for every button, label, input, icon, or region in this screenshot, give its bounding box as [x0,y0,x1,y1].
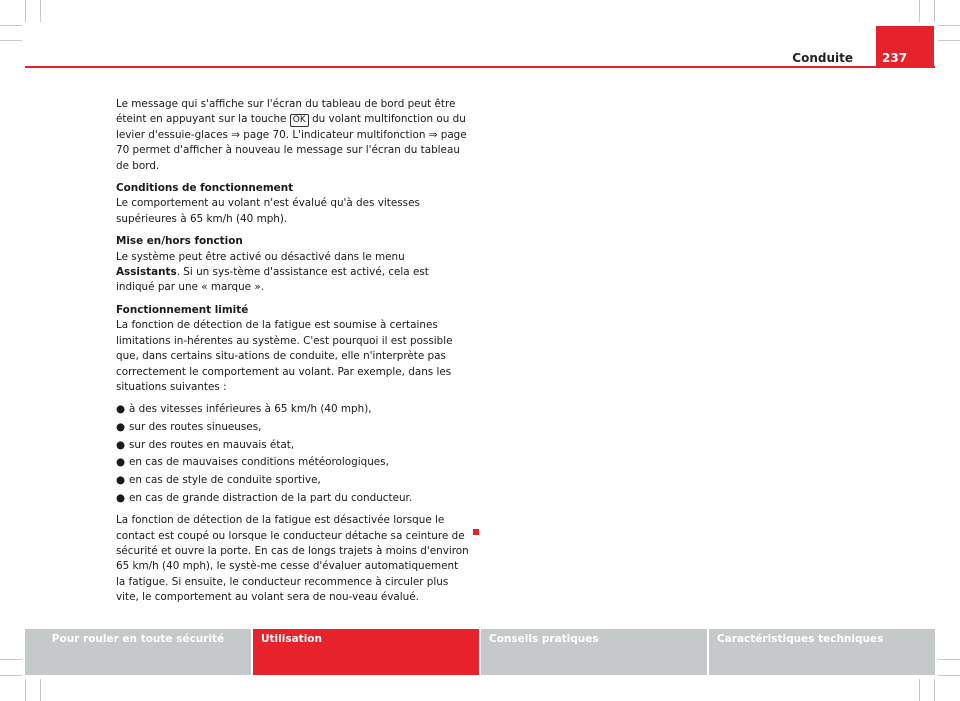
tab-label: Utilisation [261,633,322,645]
list-item-text: sur des routes sinueuses, [129,421,262,434]
crop-mark [934,0,935,22]
page-number: 237 [882,51,908,65]
crop-mark [25,0,26,22]
crop-mark [0,40,22,41]
bullet-icon: ● [116,438,126,451]
crop-mark [0,675,22,676]
tab-technical-specs[interactable] [709,629,935,675]
tab-label: Pour rouler en toute sécurité [51,633,225,645]
crop-mark [938,25,960,26]
tab-utilisation[interactable] [253,629,479,675]
list-item-text: en cas de grande distraction de la part du conducteur. [129,491,413,504]
crop-mark [938,40,960,41]
section-body-text: . Si un sys-tème d'assistance est activé, cela est indiqué par une « marque ». [116,266,429,294]
crop-mark [938,659,960,660]
section-body: La fonction de détection de la fatigue est soumise à certaines limitations in-hérentes au système. C'est pourquoi il est possible que, dans certains situ-ations de conduite, elle n'interprète pas correctement le comportement au volant. Par exemple, dans les situations suivantes : [116,319,453,393]
section-body [116,250,470,296]
section-heading: Conditions de fonctionnement [116,182,294,195]
list-item-text: à des vitesses inférieures à 65 km/h (40 mph), [129,403,372,416]
crop-mark [40,679,41,701]
menu-name: Assistants [116,266,177,279]
crop-mark [40,0,41,22]
crop-mark [934,679,935,701]
list-item [116,438,470,453]
list-item [116,420,470,435]
crop-mark [0,25,22,26]
section-heading: Fonctionnement limité [116,303,249,316]
section-heading: Mise en/hors fonction [116,235,243,248]
tab-label: Caractéristiques techniques [717,633,884,645]
section-end-marker [473,529,479,535]
list-item [116,491,470,506]
closing-paragraph: La fonction de détection de la fatigue est désactivée lorsque le contact est coupé ou lorsque le conducteur détache sa ceinture de sécurité et ouvre la porte. En cas de longs trajets à moins d'environ 65 km/h (40 mph), le systè-me cesse d'évaluer automatiquement la fatigue. Si ensuite, le conducteur recommence à circuler plus vite, le comportement au volant sera de nou-veau évalué. [116,514,469,604]
list-item-text: sur des routes en mauvais état, [129,438,295,451]
section-body-text: Le système peut être activé ou désactivé dans le menu [116,250,405,263]
tab-practical-tips[interactable] [481,629,707,675]
list-item-text: en cas de style de conduite sportive, [129,474,321,487]
situation-list [116,402,470,506]
page-content [116,97,470,613]
intro-text-2: du volant multifonction ou du levier d'essuie-glaces ⇒ page 70. L'indicateur multifonction ⇒ page 70 permet d'afficher à nouveau le message sur l'écran du tableau de bord. [116,113,467,172]
crop-mark [0,659,22,660]
intro-text-1: Le message qui s'affiche sur l'écran du tableau de bord peut être éteint en appuyant sur la touche [116,98,456,126]
section-body: Le comportement au volant n'est évalué qu'à des vitesses supérieures à 65 km/h (40 mph). [116,197,420,225]
crop-mark [938,675,960,676]
header-rule [25,66,935,68]
intro-paragraph [116,97,470,174]
tab-label: Conseils pratiques [489,633,599,645]
crop-mark [919,679,920,701]
bullet-icon: ● [116,456,126,469]
footer-nav [25,629,935,675]
ok-key: OK [290,114,309,127]
list-item [116,402,470,417]
bullet-icon: ● [116,421,126,434]
crop-mark [25,679,26,701]
tab-safety[interactable] [25,629,251,675]
bullet-icon: ● [116,474,126,487]
list-item [116,473,470,488]
bullet-icon: ● [116,403,126,416]
list-item [116,455,470,470]
section-title: Conduite [792,51,853,65]
crop-mark [919,0,920,22]
list-item-text: en cas de mauvaises conditions météorologiques, [129,456,389,469]
bullet-icon: ● [116,491,126,504]
